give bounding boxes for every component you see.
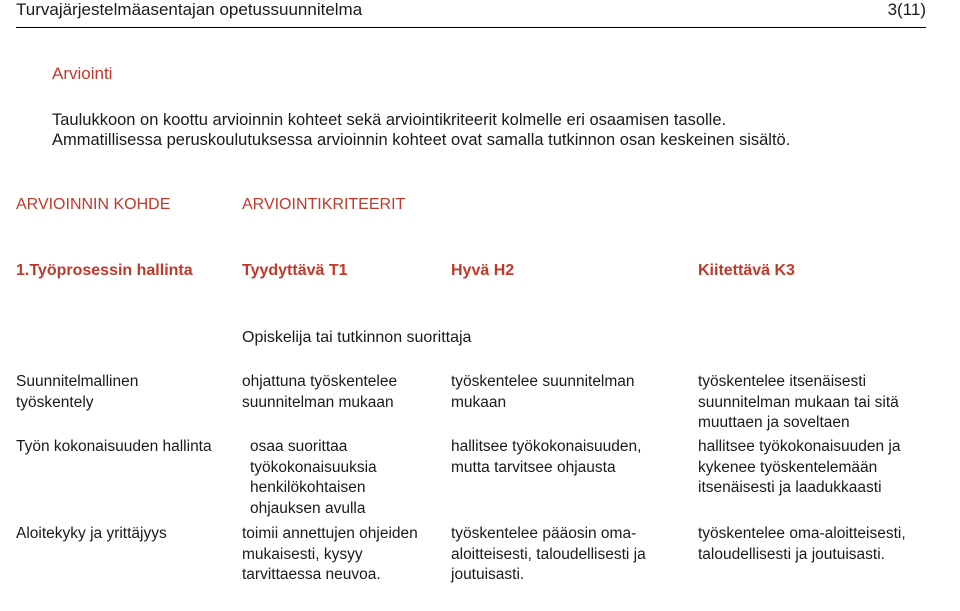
level-k3-header: Kiitettävä K3	[698, 262, 795, 279]
row-2-h2: hallitsee työkokonaisuuden, mutta tarvitsee ohjausta	[451, 438, 642, 476]
level-t1-header: Tyydyttävä T1	[242, 262, 348, 279]
intro-line-2: Ammatillisessa peruskoulutuksessa arvioinnin kohteet ovat samalla tutkinnon osan keskeinen sisältö.	[52, 131, 791, 149]
row-1-t1: ohjattuna työskentelee suunnitelman mukaan	[242, 373, 398, 411]
document-title: Turvajärjestelmäasentajan opetussuunnitelma	[16, 0, 363, 19]
intro-line-1: Taulukkoon on koottu arvioinnin kohteet sekä arviointikriteerit kolmelle eri osaamisen tasolle.	[52, 111, 727, 129]
row-3-target: Aloitekyky ja yrittäjyys	[16, 525, 167, 542]
row-2-k3: hallitsee työkokonaisuuden ja kykenee työskentelemään itsenäisesti ja laadukkaasti	[698, 438, 901, 496]
subject-label: Opiskelija tai tutkinnon suorittaja	[242, 329, 472, 346]
level-h2-header: Hyvä H2	[451, 262, 515, 279]
row-3-t1: toimii annettujen ohjeiden mukaisesti, kysyy tarvittaessa neuvoa.	[242, 525, 418, 583]
header-rule	[16, 27, 926, 28]
row-1-target: Suunnitelmallinen työskentely	[16, 373, 139, 411]
row-3-k3: työskentelee oma-aloitteisesti, taloudellisesti ja joutuisasti.	[698, 525, 906, 563]
column-header-criteria: ARVIOINTIKRITEERIT	[242, 196, 406, 213]
row-2-target: Työn kokonaisuuden hallinta	[16, 438, 212, 455]
row-3-h2: työskentelee pääosin oma-aloitteisesti, taloudellisesti ja joutuisasti.	[451, 525, 646, 583]
page-number: 3(11)	[887, 0, 926, 19]
group-title: 1.Työprosessin hallinta	[16, 262, 193, 279]
row-1-h2: työskentelee suunnitelman mukaan	[451, 373, 635, 411]
section-title: Arviointi	[52, 64, 113, 83]
row-2-t1: osaa suorittaa työkokonaisuuksia henkilökohtaisen ohjauksen avulla	[250, 438, 377, 517]
row-1-k3: työskentelee itsenäisesti suunnitelman mukaan tai sitä muuttaen ja soveltaen	[698, 373, 899, 431]
column-header-target: ARVIOINNIN KOHDE	[16, 196, 171, 213]
